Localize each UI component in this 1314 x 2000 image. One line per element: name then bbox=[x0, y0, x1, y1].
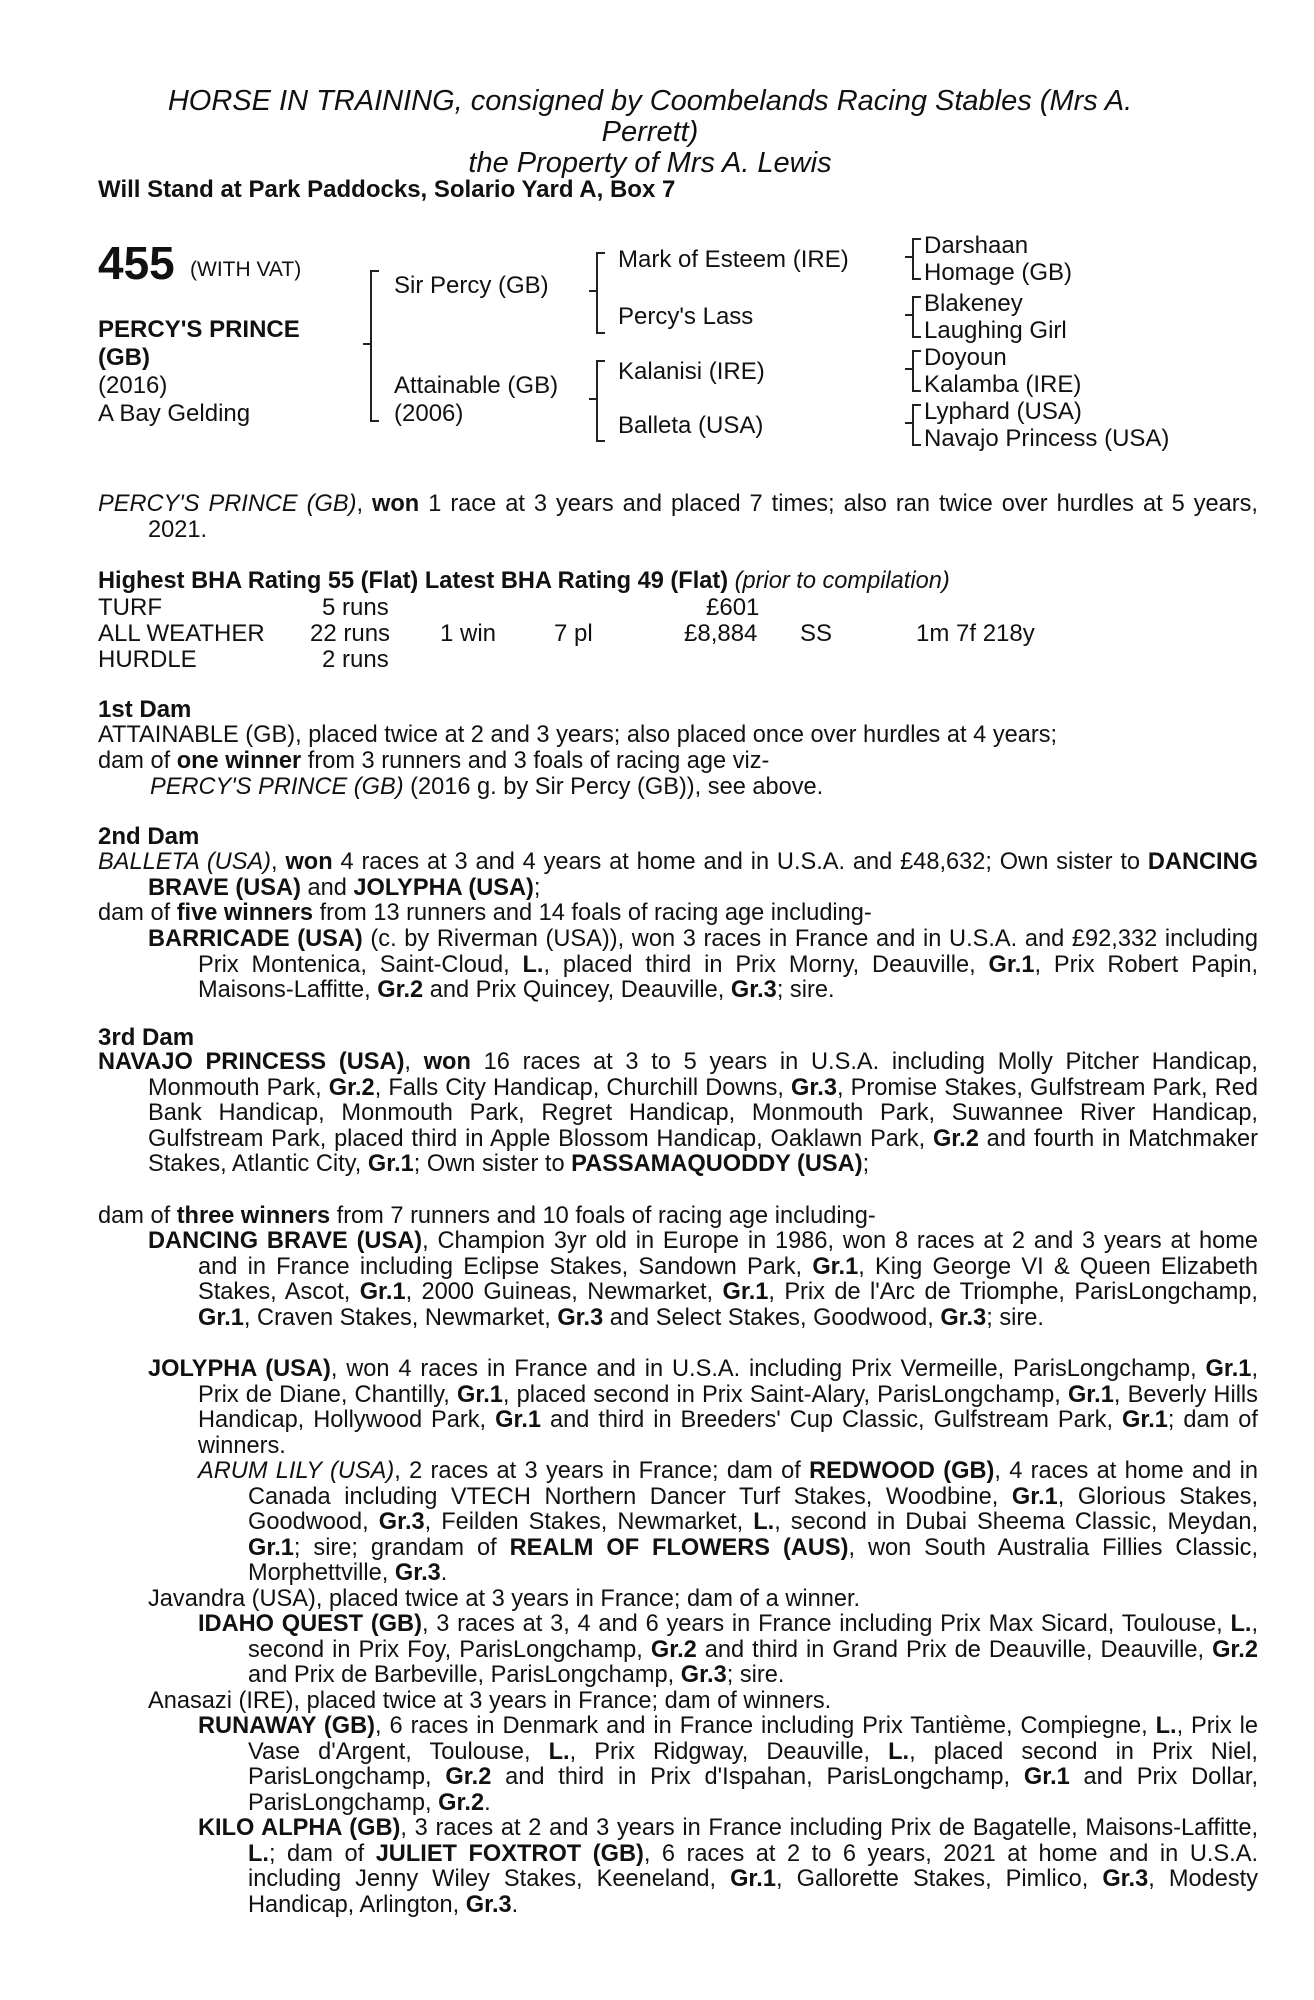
produce-entry bbox=[198, 1816, 1258, 1918]
summary-won: won bbox=[372, 491, 420, 517]
produce-entry: Javandra (USA), placed twice at 3 years in France; dam of a winner. bbox=[148, 1586, 861, 1612]
grade: L. bbox=[888, 1738, 910, 1765]
text: , Gallorette Stakes, Pimlico, bbox=[776, 1866, 1103, 1893]
text: ; dam of winners. bbox=[198, 1407, 1258, 1459]
grade: Gr.1 bbox=[495, 1407, 542, 1434]
record-runs: 5 runs bbox=[322, 594, 389, 621]
record-surface: TURF bbox=[98, 594, 162, 621]
text: won bbox=[423, 1049, 471, 1075]
consignor-line: HORSE IN TRAINING, consigned by Coombelands Racing Stables (Mrs A. bbox=[167, 85, 1133, 117]
text: , second in Prix Foy, ParisLongchamp, bbox=[248, 1611, 1258, 1663]
record-surface: HURDLE bbox=[98, 646, 197, 673]
horse-name: BARRICADE (USA) bbox=[148, 926, 363, 952]
consignor-line-cont: Perrett) bbox=[601, 116, 699, 148]
text: ; sire; grandam of bbox=[293, 1534, 510, 1561]
grade: Gr.1 bbox=[988, 951, 1035, 978]
first-dam-foal bbox=[98, 775, 1208, 801]
grade: Gr.3 bbox=[1102, 1866, 1149, 1893]
second-dam-heading: 2nd Dam bbox=[98, 823, 200, 850]
produce-entry bbox=[148, 1357, 1258, 1459]
dam: Attainable (GB) bbox=[394, 372, 559, 399]
grade: Gr.3 bbox=[730, 977, 777, 1004]
ds-bracket bbox=[912, 350, 921, 392]
text: , Prix Robert Papin, Maisons-Laffitte, bbox=[198, 951, 1258, 1004]
text: (2016 g. by Sir Percy (GB)), see above. bbox=[403, 774, 824, 800]
grade: Gr.2 bbox=[650, 1636, 697, 1663]
text: , 4 races at home and in Canada including VTECH Northern Dancer Turf Stakes, Woodbine, bbox=[248, 1458, 1258, 1510]
text: , Beverly Hills Handicap, Hollywood Park, bbox=[198, 1381, 1258, 1434]
horse-name: DANCING BRAVE (USA) bbox=[148, 1228, 423, 1254]
grade: Gr.2 bbox=[377, 977, 424, 1004]
text: dam of bbox=[98, 748, 177, 774]
dam-bracket bbox=[596, 360, 605, 442]
text: , won 4 races in France and in U.S.A. including Prix Vermeille, ParisLongchamp, bbox=[330, 1356, 1206, 1382]
grade: Gr.1 bbox=[812, 1253, 859, 1280]
grade: L. bbox=[522, 951, 544, 978]
sire-dam: Percy's Lass bbox=[618, 303, 754, 330]
first-dam-produce bbox=[98, 749, 1258, 775]
text: and Select Stakes, Goodwood, bbox=[603, 1304, 941, 1331]
dam-sire-sire: Doyoun bbox=[924, 344, 1007, 371]
summary-horse-name: PERCY'S PRINCE (GB) bbox=[98, 491, 357, 517]
text: , 3 races at 2 and 3 years in France including Prix de Bagatelle, Maisons-Laffitte, bbox=[400, 1815, 1258, 1841]
text: ; sire. bbox=[726, 1662, 785, 1689]
text: , Modesty Handicap, Arlington, bbox=[248, 1866, 1259, 1918]
grade: Gr.2 bbox=[932, 1125, 979, 1152]
grade: Gr.1 bbox=[1121, 1407, 1168, 1434]
text: , Champion 3yr old in Europe in 1986, won 8 races at 2 and 3 years at home and in France including Eclipse Stakes, Sandown Park, bbox=[198, 1228, 1259, 1280]
horse-description: A Bay Gelding bbox=[98, 400, 251, 427]
ds-bracket-tip bbox=[905, 368, 912, 370]
produce-entry bbox=[148, 1229, 1258, 1331]
dam-year: (2006) bbox=[394, 400, 464, 427]
dam-name: BALLETA (USA) bbox=[98, 849, 272, 875]
grade: Gr.1 bbox=[1067, 1381, 1114, 1408]
text: and fourth in Matchmaker Stakes, Atlantic City, bbox=[148, 1125, 1258, 1178]
winners-count: one winner bbox=[176, 748, 302, 774]
text: , 3 races at 3, 4 and 6 years in France including Prix Max Sicard, Toulouse, bbox=[421, 1611, 1231, 1637]
text: 4 races at 3 and 4 years at home and in U.S.A. and £48,632; Own sister to bbox=[332, 849, 1148, 875]
grade: L. bbox=[1155, 1713, 1177, 1739]
third-dam-text bbox=[98, 1050, 1258, 1178]
text: ; sire. bbox=[776, 977, 835, 1004]
winners-count: three winners bbox=[176, 1203, 331, 1229]
horse-name-country: (GB) bbox=[98, 344, 150, 371]
grade: Gr.1 bbox=[722, 1279, 769, 1306]
text: ; bbox=[533, 874, 541, 901]
sire-bracket bbox=[596, 252, 605, 334]
text: , bbox=[271, 849, 286, 875]
text: ; bbox=[862, 1151, 870, 1178]
pedigree-bracket-tip bbox=[363, 343, 370, 345]
text: , Glorious Stakes, Goodwood, bbox=[248, 1483, 1258, 1536]
record-runs: 22 runs bbox=[310, 620, 391, 647]
dam-sire-dam: Kalamba (IRE) bbox=[924, 371, 1082, 398]
record-code: SS bbox=[800, 620, 833, 647]
dam-name: NAVAJO PRINCESS (USA) bbox=[98, 1049, 405, 1075]
second-dam-produce bbox=[98, 901, 1208, 927]
dam-dam: Balleta (USA) bbox=[618, 412, 764, 439]
produce-entry bbox=[198, 1612, 1258, 1689]
text: , 6 races in Denmark and in France including Prix Tantième, Compiegne, bbox=[375, 1713, 1156, 1739]
grade: Gr.1 bbox=[367, 1151, 414, 1178]
first-dam-text: ATTAINABLE (GB), placed twice at 2 and 3 years; also placed once over hurdles at 4 years; bbox=[98, 722, 1058, 748]
grade: Gr.1 bbox=[1205, 1356, 1252, 1382]
text: , 2 races at 3 years in France; dam of bbox=[394, 1458, 810, 1484]
text: (c. by Riverman (USA)), won 3 races in France and in U.S.A. and £92,332 including Prix Montenica, Saint-Cloud, bbox=[198, 926, 1258, 978]
sire: Sir Percy (GB) bbox=[394, 272, 549, 299]
horse-name: ARUM LILY (USA) bbox=[198, 1458, 395, 1484]
third-dam-produce bbox=[98, 1204, 1208, 1230]
horse-name: DANCING BRAVE (USA) bbox=[148, 849, 1258, 901]
text: , 6 races at 2 to 6 years, 2021 at home and in U.S.A. including Jenny Wiley Stakes, Keeneland, bbox=[248, 1840, 1258, 1893]
ss-bracket-tip bbox=[905, 256, 912, 258]
stand-location: Will Stand at Park Paddocks, Solario Yard A, Box 7 bbox=[98, 176, 676, 203]
lot-number: 455 bbox=[98, 237, 175, 289]
grade: Gr.1 bbox=[198, 1304, 244, 1331]
bha-rating bbox=[98, 569, 1208, 595]
summary-text: 1 race at 3 years and placed 7 times; also ran twice over hurdles at 5 years, 2021. bbox=[148, 491, 1258, 543]
text: , placed third in Prix Morny, Deauville, bbox=[543, 951, 989, 978]
text: from 3 runners and 3 foals of racing age viz- bbox=[301, 748, 770, 774]
record-placed: 7 pl bbox=[554, 620, 593, 647]
record-money: £601 bbox=[706, 594, 760, 621]
dd-bracket-tip bbox=[905, 422, 912, 424]
text: . bbox=[484, 1789, 491, 1816]
produce-entry bbox=[198, 1714, 1258, 1816]
text: , Promise Stakes, Gulfstream Park, Red Bank Handicap, Monmouth Park, Regret Handicap, Monmouth Park, Suwannee River Handicap, Gulfstream Park, placed third in Apple Blossom Handicap, Oaklawn Park, bbox=[148, 1074, 1259, 1152]
sire-dam-dam: Laughing Girl bbox=[924, 317, 1067, 344]
horse-name: RUNAWAY (GB) bbox=[198, 1713, 376, 1739]
produce-entry bbox=[148, 927, 1258, 1004]
horse-name: PASSAMAQUODDY (USA) bbox=[571, 1151, 863, 1178]
text: dam of bbox=[98, 1203, 177, 1229]
text: from 7 runners and 10 foals of racing age including- bbox=[330, 1203, 876, 1229]
text: , placed second in Prix Niel, ParisLongchamp, bbox=[248, 1738, 1258, 1791]
grade: Gr.3 bbox=[378, 1509, 425, 1536]
grade: Gr.1 bbox=[359, 1279, 406, 1306]
horse-name: JULIET FOXTROT (GB) bbox=[375, 1840, 644, 1867]
sire-bracket-tip bbox=[589, 290, 596, 292]
text: ; sire. bbox=[986, 1304, 1044, 1331]
text: , won South Australia Fillies Classic, Morphettville, bbox=[248, 1534, 1258, 1587]
dd-bracket bbox=[912, 404, 921, 446]
text: , placed second in Prix Saint-Alary, ParisLongchamp, bbox=[502, 1381, 1068, 1408]
text: , Feilden Stakes, Newmarket, bbox=[424, 1509, 754, 1536]
sd-bracket-tip bbox=[905, 314, 912, 316]
text: and third in Prix d'Ispahan, ParisLongchamp, bbox=[491, 1764, 1024, 1791]
grade: Gr.2 bbox=[438, 1789, 485, 1816]
dam-dam-dam: Navajo Princess (USA) bbox=[924, 425, 1170, 452]
record-runs: 2 runs bbox=[322, 646, 389, 673]
text: , Prix le Vase d'Argent, Toulouse, bbox=[248, 1713, 1258, 1765]
dam-dam-sire: Lyphard (USA) bbox=[924, 398, 1082, 425]
grade: Gr.2 bbox=[328, 1074, 375, 1101]
text: , second in Dubai Sheema Classic, Meydan, bbox=[774, 1509, 1259, 1536]
grade: Gr.2 bbox=[445, 1764, 492, 1791]
winners-count: five winners bbox=[176, 900, 314, 926]
text: and Prix Quincey, Deauville, bbox=[423, 977, 731, 1004]
text: from 13 runners and 14 foals of racing age including- bbox=[313, 900, 872, 926]
sire-sire: Mark of Esteem (IRE) bbox=[618, 246, 849, 273]
record-wins: 1 win bbox=[440, 620, 497, 647]
property-line: the Property of Mrs A. Lewis bbox=[468, 147, 832, 179]
foaling-year: (2016) bbox=[98, 372, 168, 399]
record-surface: ALL WEATHER bbox=[98, 620, 265, 647]
text: , Craven Stakes, Newmarket, bbox=[243, 1304, 558, 1331]
text: ; dam of bbox=[268, 1840, 376, 1867]
ss-bracket bbox=[912, 238, 921, 280]
grade: Gr.1 bbox=[730, 1866, 776, 1893]
dam-bracket-tip bbox=[589, 398, 596, 400]
horse-name: REALM OF FLOWERS (AUS) bbox=[509, 1534, 849, 1561]
grade: Gr.3 bbox=[465, 1891, 512, 1918]
third-dam-heading: 3rd Dam bbox=[98, 1024, 195, 1051]
grade: Gr.3 bbox=[791, 1074, 837, 1101]
grade: L. bbox=[753, 1509, 775, 1536]
text: ; Own sister to bbox=[413, 1151, 572, 1178]
produce-entry: Anasazi (IRE), placed twice at 3 years in France; dam of winners. bbox=[148, 1688, 832, 1714]
horse-name: JOLYPHA (USA) bbox=[148, 1356, 331, 1382]
record-distance: 1m 7f 218y bbox=[916, 620, 1035, 647]
grade: Gr.1 bbox=[1011, 1483, 1058, 1510]
text: . bbox=[440, 1560, 448, 1587]
grade: Gr.1 bbox=[456, 1381, 503, 1408]
grade: L. bbox=[248, 1840, 269, 1867]
produce-entry bbox=[198, 1459, 1258, 1587]
dam-sire: Kalanisi (IRE) bbox=[618, 358, 765, 385]
text: , Falls City Handicap, Churchill Downs, bbox=[374, 1074, 792, 1101]
horse-name: IDAHO QUEST (GB) bbox=[198, 1611, 422, 1637]
grade: Gr.1 bbox=[248, 1534, 294, 1561]
text: won bbox=[285, 849, 333, 875]
grade: Gr.3 bbox=[680, 1662, 727, 1689]
sd-bracket bbox=[912, 296, 921, 338]
grade: Gr.1 bbox=[1023, 1764, 1070, 1791]
text: and Prix de Barbeville, ParisLongchamp, bbox=[248, 1662, 681, 1689]
text: , bbox=[404, 1049, 424, 1075]
text: 16 races at 3 to 5 years in U.S.A. including Molly Pitcher Handicap, Monmouth Park, bbox=[148, 1049, 1258, 1101]
text: dam of bbox=[98, 900, 177, 926]
rating-note: (prior to compilation) bbox=[734, 568, 950, 594]
text: , Prix de l'Arc de Triomphe, ParisLongchamp, bbox=[768, 1279, 1258, 1306]
text: and third in Breeders' Cup Classic, Gulfstream Park, bbox=[541, 1407, 1122, 1434]
horse-name: KILO ALPHA (GB) bbox=[198, 1815, 401, 1841]
grade: L. bbox=[548, 1738, 570, 1765]
grade: L. bbox=[1230, 1611, 1252, 1637]
horse-name: JOLYPHA (USA) bbox=[353, 874, 534, 901]
first-dam-heading: 1st Dam bbox=[98, 696, 192, 723]
text: , Prix Ridgway, Deauville, bbox=[569, 1738, 889, 1765]
sire-sire-sire: Darshaan bbox=[924, 232, 1029, 259]
sire-sire-dam: Homage (GB) bbox=[924, 259, 1073, 286]
record-money: £8,884 bbox=[684, 620, 758, 647]
text: and bbox=[300, 874, 354, 901]
grade: Gr.2 bbox=[1212, 1636, 1258, 1663]
grade: Gr.3 bbox=[394, 1560, 441, 1587]
sire-dam-sire: Blakeney bbox=[924, 290, 1023, 317]
text: . bbox=[511, 1891, 519, 1918]
text: and Prix Dollar, ParisLongchamp, bbox=[248, 1764, 1258, 1816]
text: and third in Grand Prix de Deauville, Deauville, bbox=[696, 1636, 1213, 1663]
grade: Gr.3 bbox=[940, 1304, 987, 1331]
horse-name: REDWOOD (GB) bbox=[809, 1458, 995, 1484]
race-summary: PERCY'S PRINCE (GB), won 1 race at 3 years and placed 7 times; also ran twice over hurdles at 5 years, 2021. bbox=[98, 491, 1258, 543]
horse-name: PERCY'S PRINCE bbox=[98, 316, 300, 343]
pedigree-bracket bbox=[370, 270, 379, 422]
rating-text: Highest BHA Rating 55 (Flat) Latest BHA Rating 49 (Flat) bbox=[98, 568, 729, 594]
text: , Prix de Diane, Chantilly, bbox=[198, 1356, 1258, 1408]
text: , 2000 Guineas, Newmarket, bbox=[405, 1279, 723, 1306]
foal-name: PERCY'S PRINCE (GB) bbox=[150, 774, 404, 800]
second-dam-text bbox=[98, 850, 1258, 901]
grade: Gr.3 bbox=[557, 1304, 604, 1331]
text: , King George VI & Queen Elizabeth Stakes, Ascot, bbox=[198, 1253, 1258, 1306]
vat-note: (WITH VAT) bbox=[190, 258, 302, 281]
